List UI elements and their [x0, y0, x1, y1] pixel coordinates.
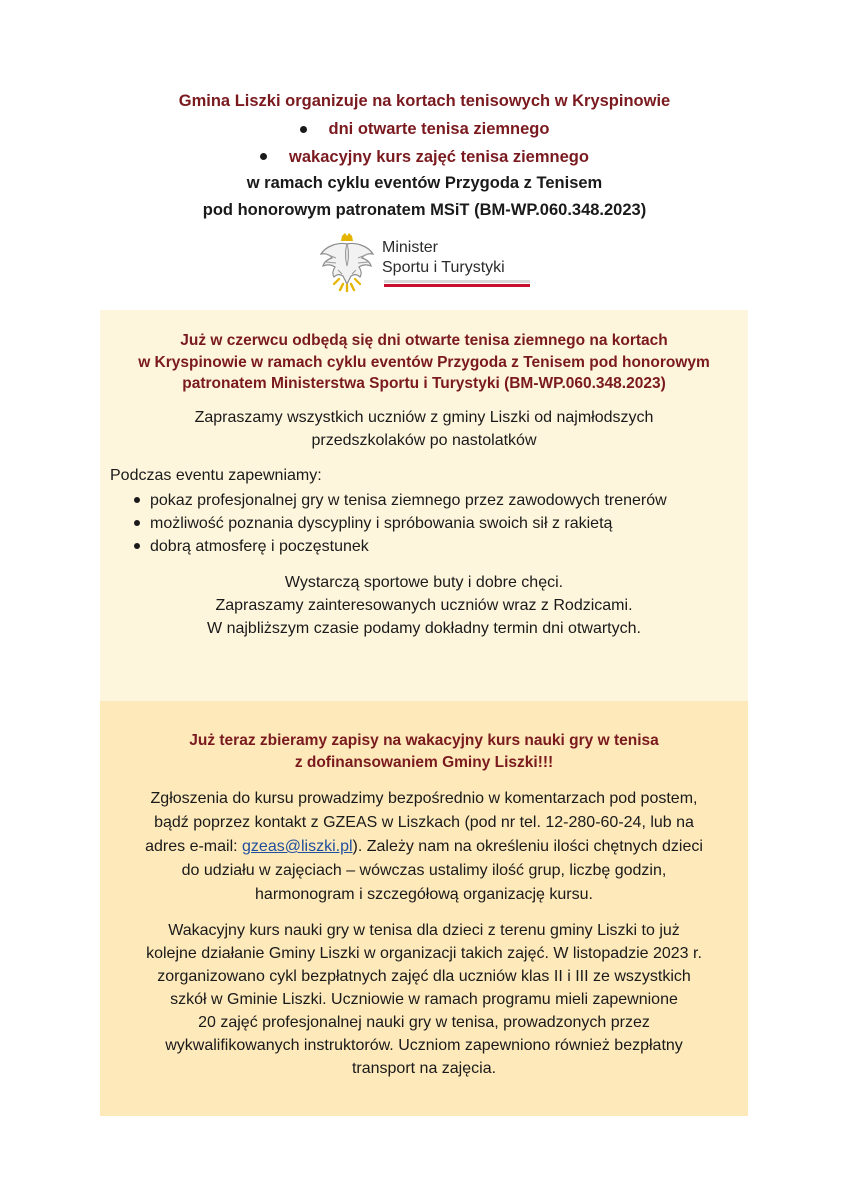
logo-line-1: Minister — [382, 239, 439, 256]
section-summer-course-heading: Już teraz zbieramy zapisy na wakacyjny kurs nauki gry w tenisa z dofinansowaniem Gminy Liszki!!! — [189, 732, 659, 771]
document-header — [0, 88, 849, 223]
bullet-icon — [300, 126, 307, 133]
header-bullet-2 — [260, 144, 589, 171]
list-item: pokaz profesjonalnej gry w tenisa ziemnego przez zawodowych trenerów — [150, 489, 738, 512]
flag-stripe-red — [384, 284, 530, 287]
bullet-icon — [260, 153, 267, 160]
history-paragraph: Wakacyjny kurs nauki gry w tenisa dla dzieci z terenu gminy Liszki to już kolejne działanie Gminy Liszki w organizacji takich zajęć. W listopadzie 2023 r. zorganizowano cykl bezpłatnych zajęć dla uczniów klas II i III ze wszystkich szkół w Gminie Liszki. Uczniowie w ramach programu mieli zapewnione 20 zajęć profesjonalnej nauki gry w tenisa, prowadzonych przez wykwalifikowanych instruktorów. Uczniom zapewniono również bezpłatny transport na zajęcia. — [146, 922, 702, 1077]
benefits-list — [110, 489, 738, 558]
list-intro: Podczas eventu zapewniamy: — [110, 466, 322, 484]
list-item: dobrą atmosferę i poczęstunek — [150, 535, 738, 558]
logo-line-2: Sportu i Turystyki — [382, 259, 505, 276]
header-subtitle: w ramach cyklu eventów Przygoda z Tenisem — [246, 174, 603, 192]
section-open-days — [100, 310, 748, 701]
header-bullet-text: dni otwarte tenisa ziemnego — [328, 119, 550, 138]
header-title: Gmina Liszki organizuje na kortach tenisowych w Kryspinowie — [178, 92, 671, 110]
registration-paragraph: Zgłoszenia do kursu prowadzimy bezpośrednio w komentarzach pod postem, bądź poprzez kontakt z GZEAS w Liszkach (pod nr tel. 12-280-60-24, lub na adres e-mail: gzeas@liszki.pl). Zależy nam na określeniu ilości chętnych dzieci do udziału w zajęciach – wówczas ustalimy ilość grup, liczbę godzin, harmonogram i szczegółową organizację kursu. — [145, 790, 703, 903]
flag-stripe-white — [384, 280, 530, 283]
email-link[interactable]: gzeas@liszki.pl — [242, 838, 353, 855]
section-open-days-heading: Już w czerwcu odbędą się dni otwarte tenisa ziemnego na kortach w Kryspinowie w ramach cyklu eventów Przygoda z Tenisem pod honorowym patronatem Ministerstwa Sportu i Turystyki (BM-WP.060.348.2023) — [138, 332, 710, 392]
header-bullet-1 — [300, 116, 550, 143]
closing-paragraph: Wystarczą sportowe buty i dobre chęci. Zapraszamy zainteresowanych uczniów wraz z Rodzicami. W najbliższym czasie podamy dokładny termin dni otwartych. — [207, 573, 641, 637]
ministry-logo — [318, 232, 533, 296]
invite-paragraph: Zapraszamy wszystkich uczniów z gminy Liszki od najmłodszych przedszkolaków po nastolatków — [194, 408, 654, 449]
header-patronage: pod honorowym patronatem MSiT (BM-WP.060.348.2023) — [202, 200, 647, 219]
header-bullet-text: wakacyjny kurs zajęć tenisa ziemnego — [289, 147, 589, 166]
section-summer-course — [100, 701, 748, 1116]
eagle-emblem-icon — [318, 232, 376, 294]
list-item: możliwość poznania dyscypliny i spróbowania swoich sił z rakietą — [150, 512, 738, 535]
